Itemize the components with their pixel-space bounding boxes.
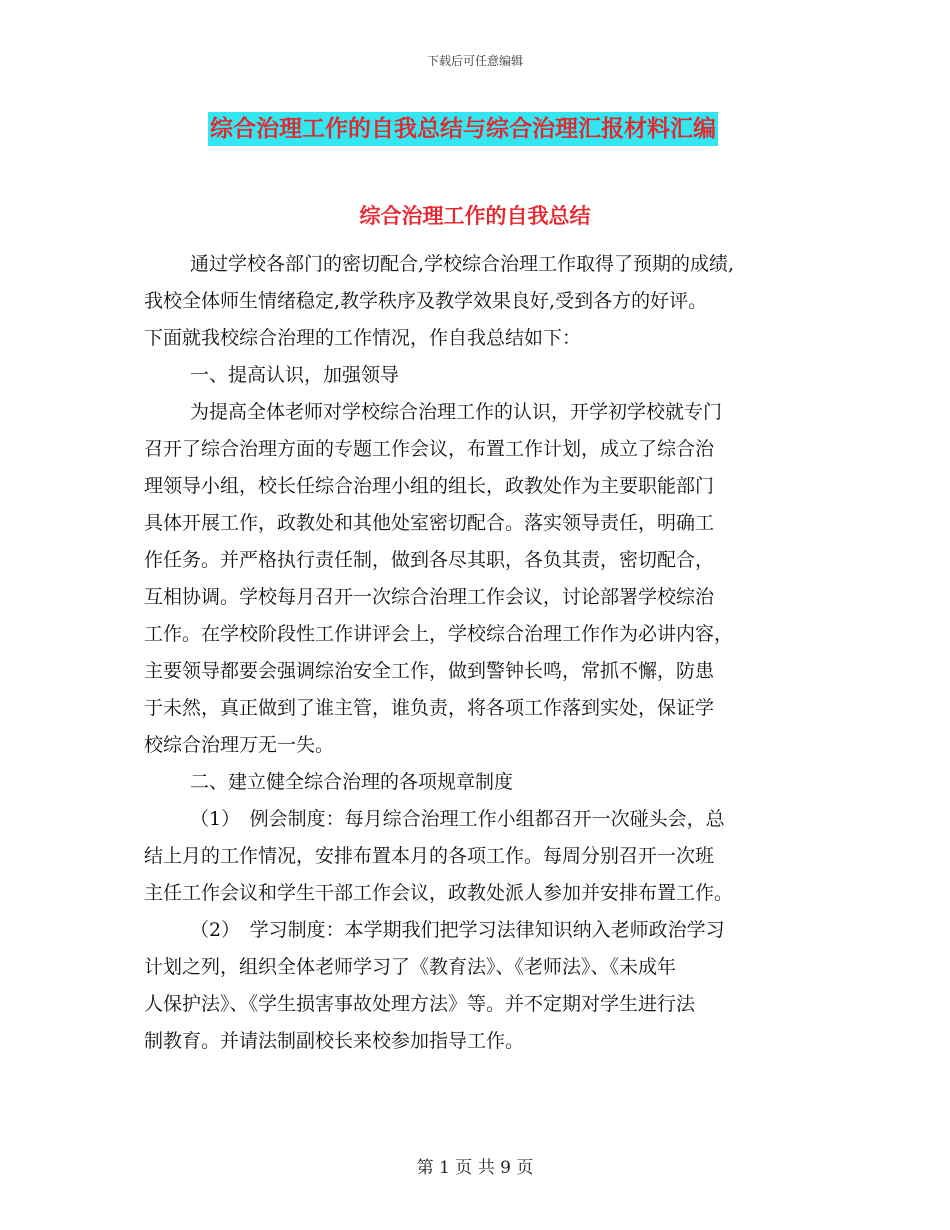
body-line: 主任工作会议和学生干部工作会议，政教处派人参加并安排布置工作。 xyxy=(144,882,734,904)
body-line: 制教育。并请法制副校长来校参加指导工作。 xyxy=(144,1030,525,1052)
body-line: 下面就我校综合治理的工作情况，作自我总结如下： xyxy=(144,327,582,349)
page-number: 第 1 页 共 9 页 xyxy=(416,1158,534,1178)
body-line: （1） 例会制度：每月综合治理工作小组都召开一次碰头会，总 xyxy=(190,808,725,830)
body-line: 召开了综合治理方面的专题工作会议，布置工作计划，成立了综合治 xyxy=(144,438,715,460)
body-line: 人保护法》、《学生损害事故处理方法》等。并不定期对学生进行法 xyxy=(144,993,696,1015)
heading-2: 二、建立健全综合治理的各项规章制度 xyxy=(190,771,514,793)
body-line: 互相协调。学校每月召开一次综合治理工作会议，讨论部署学校综治 xyxy=(144,586,715,608)
header-note: 下载后可任意编辑 xyxy=(426,54,523,68)
body-line: 具体开展工作，政教处和其他处室密切配合。落实领导责任，明确工 xyxy=(144,512,715,534)
body-line: 通过学校各部门的密切配合,学校综合治理工作取得了预期的成绩, xyxy=(190,253,735,275)
document-main-title: 综合治理工作的自我总结与综合治理汇报材料汇编 xyxy=(208,112,718,146)
body-line: 于未然，真正做到了谁主管，谁负责，将各项工作落到实处，保证学 xyxy=(144,697,715,719)
body-line: 为提高全体老师对学校综合治理工作的认识，开学初学校就专门 xyxy=(190,401,723,423)
body-line: 计划之列，组织全体老师学习了《教育法》、《老师法》、《未成年 xyxy=(144,956,677,978)
body-line: 工作。在学校阶段性工作讲评会上，学校综合治理工作作为必讲内容， xyxy=(144,623,734,645)
body-line: 主要领导都要会强调综治安全工作，做到警钟长鸣，常抓不懈，防患 xyxy=(144,660,715,682)
heading-1: 一、提高认识，加强领导 xyxy=(190,364,400,386)
body-line: 校综合治理万无一失。 xyxy=(144,734,335,756)
body-line: （2） 学习制度：本学期我们把学习法律知识纳入老师政治学习 xyxy=(190,919,725,941)
body-line: 理领导小组，校长任综合治理小组的组长，政教处作为主要职能部门 xyxy=(144,475,715,497)
body-line: 结上月的工作情况，安排布置本月的各项工作。每周分别召开一次班 xyxy=(144,845,715,867)
body-line: 作任务。并严格执行责任制，做到各尽其职，各负其责，密切配合， xyxy=(144,549,715,571)
section-title: 综合治理工作的自我总结 xyxy=(359,204,591,228)
body-line: 我校全体师生情绪稳定,教学秩序及教学效果良好,受到各方的好评。 xyxy=(144,290,708,312)
